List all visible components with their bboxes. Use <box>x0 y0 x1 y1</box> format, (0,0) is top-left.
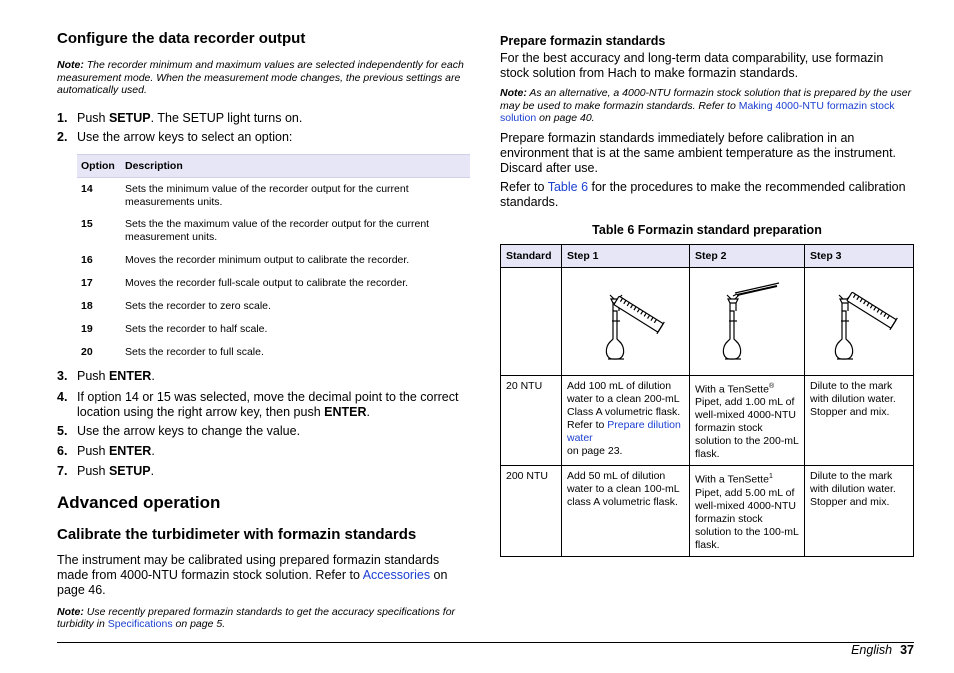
para-refer-table: Refer to Table 6 for the procedures to make the recommended calibration standards. <box>500 179 906 209</box>
table-row: 19 Sets the recorder to half scale. <box>81 322 268 335</box>
cell-step1: Add 50 mL of dilution water to a clean 100-mL class A volumetric flask. <box>562 466 690 557</box>
steps-list-b <box>57 369 471 479</box>
col-header-step1: Step 1 <box>562 244 690 267</box>
left-column <box>57 30 471 631</box>
link-prepare-dilution-water[interactable]: Prepare dilution water <box>567 418 681 444</box>
steps-list-a <box>57 111 471 145</box>
table-row-20ntu <box>501 375 914 466</box>
cell-step3: Dilute to the mark with dilution water. Stopper and mix. <box>805 466 914 557</box>
step-item: 3. Push ENTER. <box>57 368 155 383</box>
col-header-step3: Step 3 <box>805 244 914 267</box>
dilute-to-mark-icon <box>819 281 899 361</box>
para-prepare-immediately: Prepare formazin standards immediately before calibration in an environment that is at the same ambient temperature as the instrument. Discard after use. <box>500 130 897 175</box>
options-header-row <box>77 154 470 177</box>
graduated-cylinder-pour-icon <box>586 281 666 361</box>
table-row: 16 Moves the recorder minimum output to calibrate the recorder. <box>81 253 410 266</box>
step-item: 6. Push ENTER. <box>57 443 155 458</box>
note-recorder: Note: The recorder minimum and maximum values are selected independently for each measurement mode. When the measurement mode changes, the previous settings are automatically used. <box>57 59 464 96</box>
illustration-row <box>501 267 914 375</box>
footer-divider <box>57 642 914 643</box>
table-row: 14 Sets the minimum value of the recorder output for the current measurements units. <box>81 182 409 208</box>
cell-step2: With a TenSette$^1$ Pipet, add 5.00 mL of well-mixed 4000-NTU formazin stock solution to the 100-mL flask. <box>690 466 805 557</box>
cell-step1: Add 100 mL of dilution water to a clean 200-mL Class A volumetric flask. Refer to Prepare dilution water on page 23. <box>562 375 690 466</box>
cell-step3: Dilute to the mark with dilution water. Stopper and mix. <box>805 375 914 466</box>
page-footer <box>851 643 914 658</box>
para-calibrate: The instrument may be calibrated using prepared formazin standards made from 4000-NTU formazin stock solution. Refer to Accessories on page 46. <box>57 552 448 597</box>
formazin-table <box>500 244 914 557</box>
col-header-step2: Step 2 <box>690 244 805 267</box>
step-item: 7. Push SETUP. <box>57 463 155 478</box>
link-making-stock[interactable]: Making 4000-NTU formazin stock solution <box>500 99 895 124</box>
table-row: 20 Sets the recorder to full scale. <box>81 345 264 358</box>
link-accessories[interactable]: Accessories <box>362 567 431 582</box>
table-row: 18 Sets the recorder to zero scale. <box>81 299 271 312</box>
footer-language: English <box>851 643 893 657</box>
page-number: 37 <box>900 643 914 657</box>
options-table <box>77 154 470 366</box>
step-item: 2. Use the arrow keys to select an option: <box>57 129 293 144</box>
step-item: 5. Use the arrow keys to change the value. <box>57 423 301 438</box>
col-header-standard: Standard <box>501 244 562 267</box>
table-caption: Table 6 Formazin standard preparation <box>592 222 822 237</box>
para-best-accuracy: For the best accuracy and long-term data comparability, use formazin stock solution from Hach to make formazin standards. <box>500 51 884 80</box>
pipet-flask-icon <box>707 281 787 361</box>
heading-advanced-operation: Advanced operation <box>57 492 221 512</box>
heading-prepare-formazin: Prepare formazin standards <box>500 34 666 48</box>
table-row-200ntu <box>501 466 914 557</box>
heading-configure-recorder: Configure the data recorder output <box>57 30 306 47</box>
cell-standard: 20 NTU <box>501 375 562 466</box>
right-column <box>500 34 914 557</box>
step-item: 4. If option 14 or 15 was selected, move the decimal point to the correct location using the right arrow key, then push ENTER. <box>57 389 459 419</box>
link-specifications[interactable]: Specifications <box>107 618 173 631</box>
col-header-option: Option <box>77 154 121 177</box>
table-row: 15 Sets the the maximum value of the recorder output for the current measurement units. <box>81 217 430 243</box>
col-header-description: Description <box>121 154 470 177</box>
link-table-6[interactable]: Table 6 <box>547 179 589 194</box>
heading-calibrate: Calibrate the turbidimeter with formazin standards <box>57 525 417 543</box>
cell-step2: With a TenSette® Pipet, add 1.00 mL of well-mixed 4000-NTU formazin stock solution to the 200-mL flask. <box>690 375 805 466</box>
step-item: 1. Push SETUP. The SETUP light turns on. <box>57 110 303 125</box>
cell-standard: 200 NTU <box>501 466 562 557</box>
table-row: 17 Moves the recorder full-scale output to calibrate the recorder. <box>81 276 409 289</box>
note-alternative: Note: As an alternative, a 4000-NTU formazin stock solution that is prepared by the user may be used to make formazin standards. Refer to Making 4000-NTU formazin stock solution on page 40. <box>500 87 912 124</box>
note-specifications: Note: Use recently prepared formazin standards to get the accuracy specifications for turbidity in Specifications on page 5. <box>57 605 456 631</box>
std-header-row <box>501 244 914 267</box>
